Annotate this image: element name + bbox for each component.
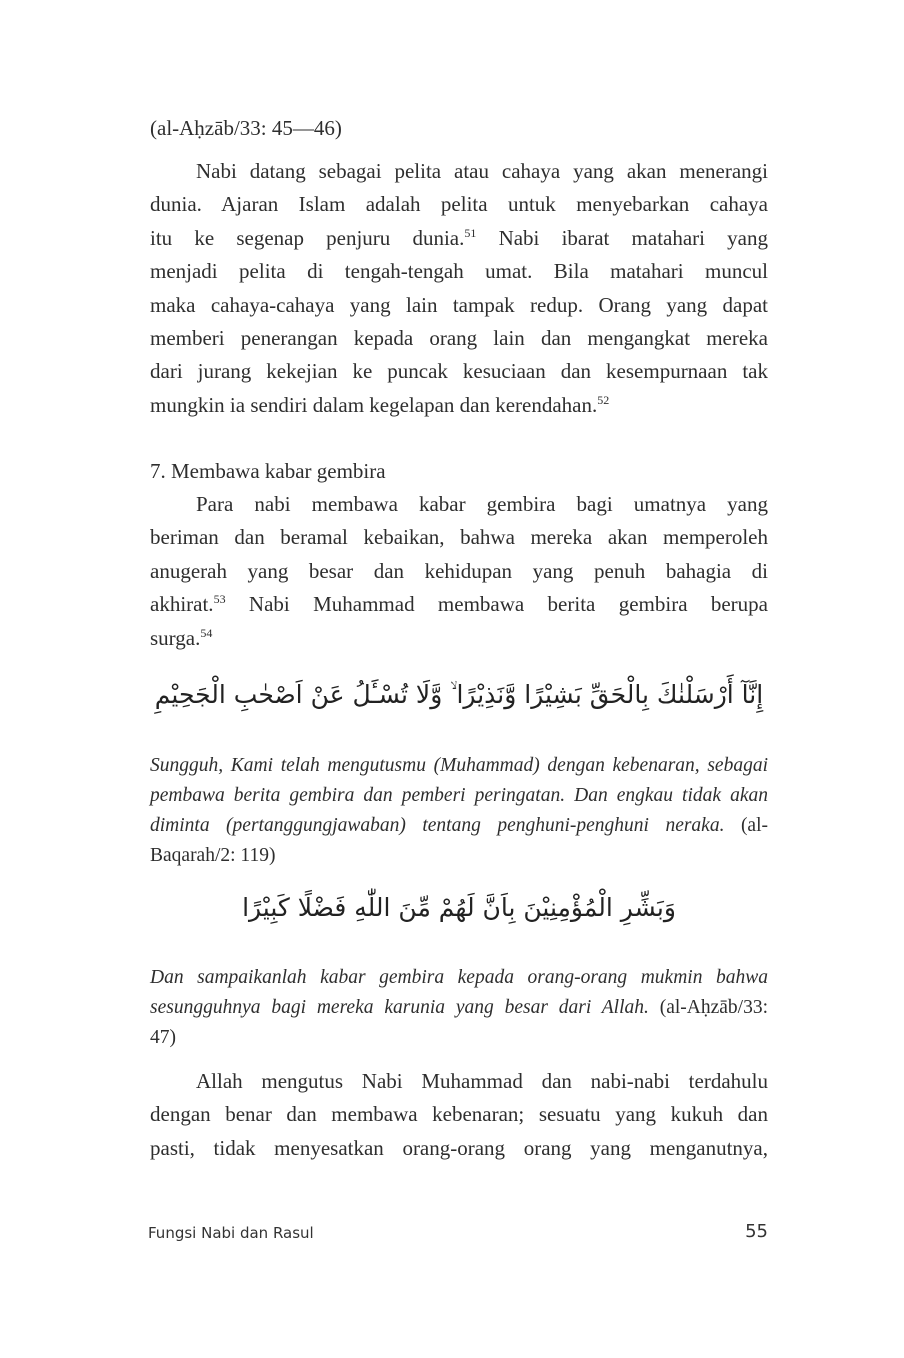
footer-page-number: 55 bbox=[745, 1221, 768, 1242]
text-line bbox=[150, 1065, 768, 1098]
text-line bbox=[150, 112, 768, 145]
text-line bbox=[150, 993, 768, 1023]
text-segment: beriman dan beramal kebaikan, bahwa mereka akan memperoleh bbox=[150, 525, 768, 550]
text-line bbox=[150, 355, 768, 388]
text-segment: maka cahaya-cahaya yang lain tampak redup. Orang yang dapat bbox=[150, 292, 768, 317]
text-line bbox=[150, 751, 768, 781]
text-line bbox=[150, 455, 768, 488]
text-segment: itu ke segenap penjuru dunia. bbox=[150, 225, 465, 250]
text-segment: 47) bbox=[150, 1027, 176, 1048]
paragraph-allah-mengutus bbox=[150, 1065, 768, 1165]
text-line bbox=[150, 1023, 768, 1053]
text-segment: menjadi pelita di tengah-tengah umat. Bila matahari muncul bbox=[150, 259, 768, 284]
text-segment: dari jurang kekejian ke puncak kesuciaan dan kesempurnaan tak bbox=[150, 359, 768, 384]
section-heading-7 bbox=[150, 455, 768, 488]
text-line bbox=[150, 588, 768, 621]
text-segment: Nabi ibarat matahari yang bbox=[476, 225, 768, 250]
text-segment: anugerah yang besar dan kehidupan yang penuh bahagia di bbox=[150, 558, 768, 583]
text-line bbox=[150, 488, 768, 521]
paragraph-nabi-pelita bbox=[150, 155, 768, 422]
text-segment: pasti, tidak menyesatkan orang-orang orang yang menganutnya, bbox=[150, 1135, 768, 1160]
paragraph-kabar-gembira bbox=[150, 488, 768, 655]
footer-book-title: Fungsi Nabi dan Rasul bbox=[148, 1224, 314, 1242]
arabic-verse-ahzab-47: وَبَشِّرِ الْمُؤْمِنِيْنَ بِاَنَّ لَهُمْ مِّنَ اللّٰهِ فَضْلًا كَبِيْرًا bbox=[242, 893, 676, 922]
translation-baqarah bbox=[150, 751, 768, 871]
text-line bbox=[150, 1098, 768, 1131]
text-line bbox=[150, 781, 768, 811]
text-segment: akhirat. bbox=[150, 592, 214, 617]
footnote-ref: 51 bbox=[464, 225, 477, 240]
text-segment: surga. bbox=[150, 625, 201, 650]
text-line bbox=[150, 521, 768, 554]
text-segment: Dan sampaikanlah kabar gembira kepada orang-orang mukmin bahwa bbox=[150, 967, 768, 988]
text-segment: Sungguh, Kami telah mengutusmu (Muhammad) dengan kebenaran, sebagai bbox=[150, 755, 768, 776]
citation-top bbox=[150, 112, 768, 145]
text-line bbox=[150, 555, 768, 588]
text-segment: mungkin ia sendiri dalam kegelapan dan kerendahan. bbox=[150, 392, 598, 417]
text-line bbox=[150, 289, 768, 322]
text-line bbox=[150, 841, 768, 871]
text-line bbox=[150, 1132, 768, 1165]
text-line bbox=[150, 322, 768, 355]
text-line bbox=[150, 188, 768, 221]
footnote-ref: 52 bbox=[597, 392, 610, 407]
text-line bbox=[150, 389, 768, 422]
text-line bbox=[150, 811, 768, 841]
text-segment: dunia. Ajaran Islam adalah pelita untuk menyebarkan cahaya bbox=[150, 192, 768, 217]
text-segment: dengan benar dan membawa kebenaran; sesuatu yang kukuh dan bbox=[150, 1102, 768, 1127]
text-segment: Baqarah/2: 119) bbox=[150, 845, 276, 866]
text-line bbox=[150, 155, 768, 188]
text-segment: Nabi datang sebagai pelita atau cahaya yang akan menerangi bbox=[196, 159, 768, 183]
text-segment: sesungguhnya bagi mereka karunia yang besar dari Allah. bbox=[150, 997, 649, 1018]
text-segment: (al- bbox=[724, 815, 769, 836]
text-line bbox=[150, 622, 768, 655]
footnote-ref: 54 bbox=[200, 625, 213, 640]
text-segment: (al-Aḥzāb/33: bbox=[648, 997, 768, 1018]
text-line bbox=[150, 222, 768, 255]
arabic-verse-baqarah-119: إِنَّآ أَرْسَلْنٰكَ بِالْحَقِّ بَشِيْرًا وَّنَذِيْرًا ۙ وَّلَا تُسْـَٔلُ عَنْ اَصْحٰبِ الْجَحِيْمِ bbox=[154, 680, 764, 709]
footnote-ref: 53 bbox=[213, 592, 226, 607]
text-line bbox=[150, 963, 768, 993]
text-line bbox=[150, 255, 768, 288]
text-segment: diminta (pertanggungjawaban) tentang penghuni-penghuni neraka. bbox=[150, 815, 725, 836]
text-segment: Para nabi membawa kabar gembira bagi umatnya yang bbox=[196, 492, 768, 516]
text-segment: pembawa berita gembira dan pemberi peringatan. Dan engkau tidak akan bbox=[150, 785, 768, 806]
text-segment: Nabi Muhammad membawa berita gembira berupa bbox=[225, 592, 768, 617]
text-segment: (al-Aḥzāb/33: 45—46) bbox=[150, 116, 342, 140]
text-segment: memberi penerangan kepada orang lain dan mengangkat mereka bbox=[150, 325, 768, 350]
text-segment: Allah mengutus Nabi Muhammad dan nabi-nabi terdahulu bbox=[196, 1069, 768, 1093]
translation-ahzab bbox=[150, 963, 768, 1053]
text-segment: 7. Membawa kabar gembira bbox=[150, 459, 386, 483]
